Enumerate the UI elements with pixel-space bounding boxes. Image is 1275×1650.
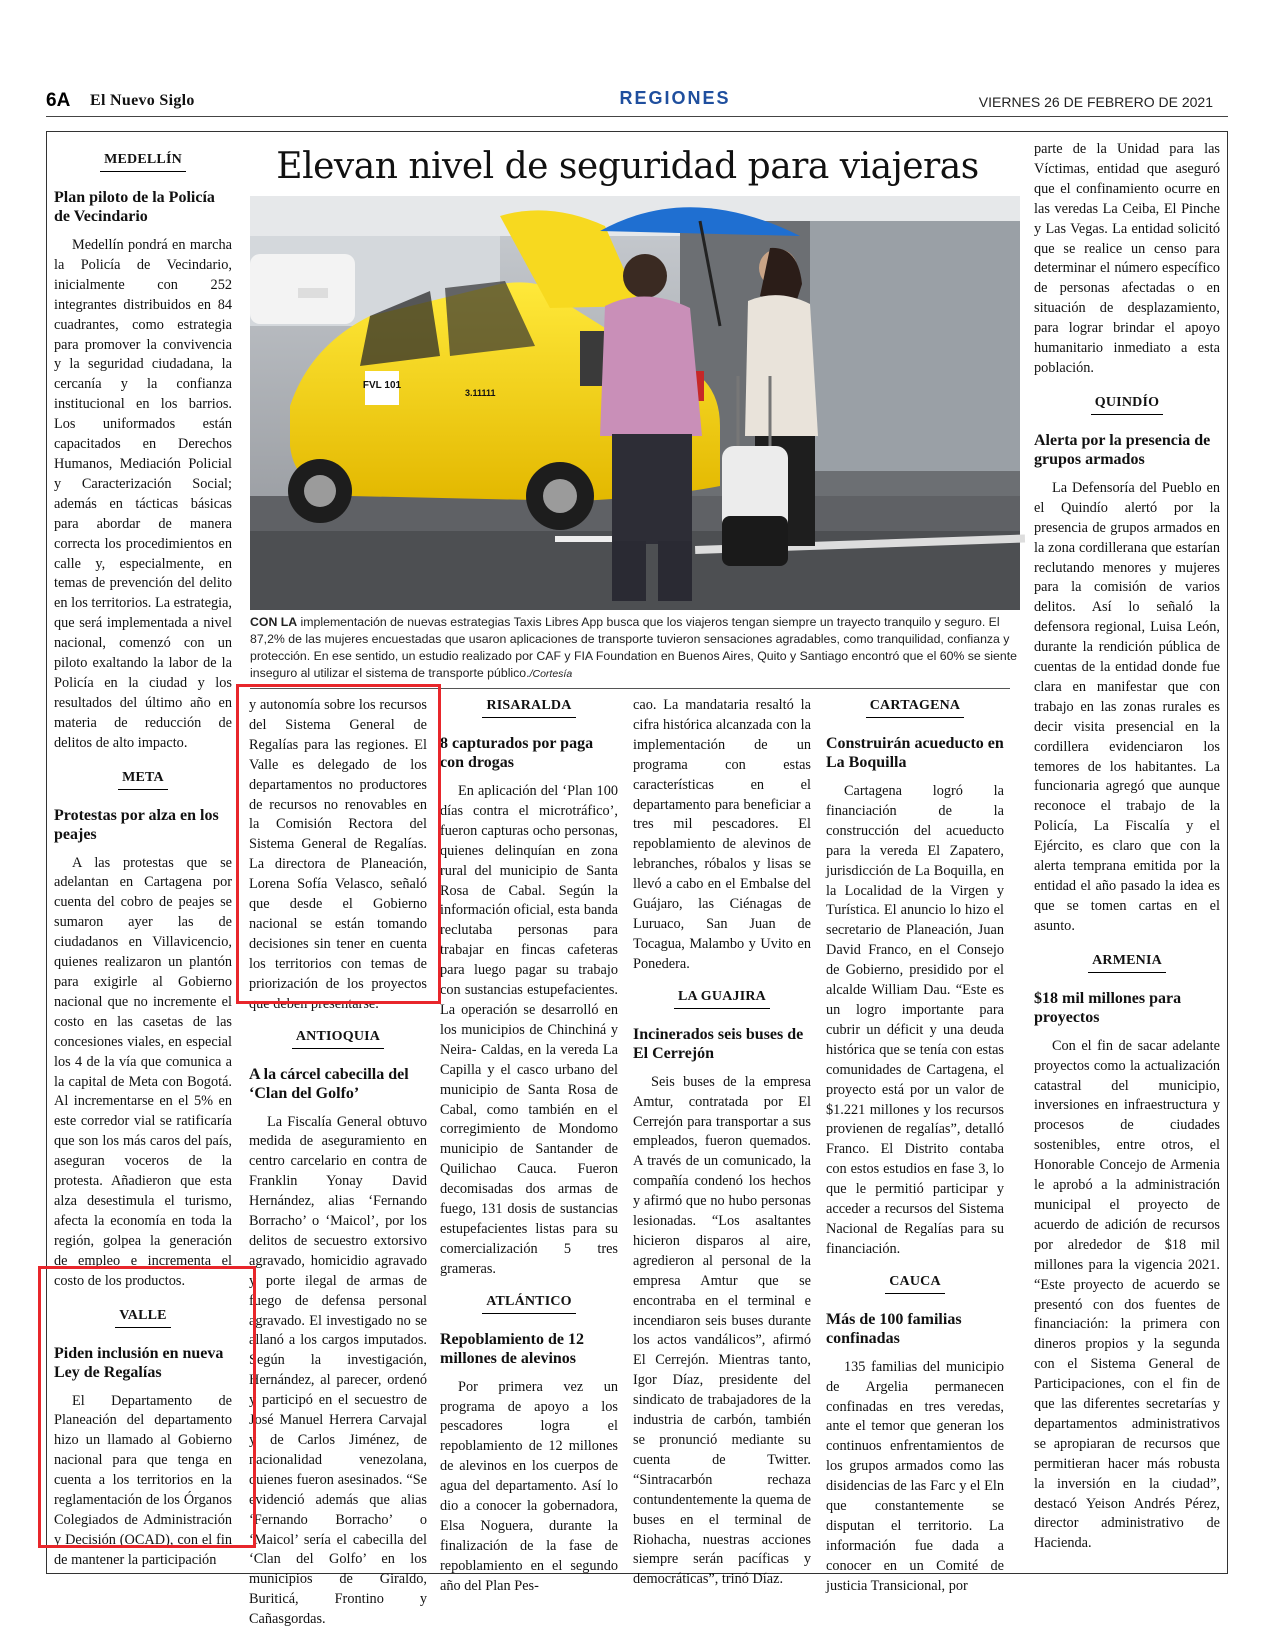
headline-cauca: Más de 100 familias confinadas [826,1310,962,1347]
headline-atlantico: Repoblamiento de 12 millones de alevinos [440,1330,584,1367]
section-label-antioquia: ANTIOQUIA [249,1027,427,1049]
caption-lead: CON LA [250,615,298,629]
headline-guajira: Incinerados seis buses de El Cerrejón [633,1025,804,1062]
headline-armenia: $18 mil millones para proyectos [1034,989,1182,1026]
article-body-cartagena: Cartagena logró la financiación de la construcción del acueducto para la vereda El Zapatero, jurisdicción de La Boquilla, en la Localidad de la Virgen y Turística. El anuncio lo hizo el secretario de Planeación, Juan David Franco, en el Consejo de Gobierno, presidido por el alcalde William Dau. “Este es un logro importante para cubrir un déficit y una deuda histórica que se tenía con estas comunidades de Cartagena, el proyecto está por un valor de $1.221 millones y los recursos provienen de regalías”, detalló Franco. El Distrito contaba con estos estudios en fase 3, lo que le permitió participar y acceder a recursos del Sistema Nacional de Regalías para su financiación. [826,783,1004,1257]
newspaper-name: El Nuevo Siglo [90,92,195,109]
main-headline: Elevan nivel de seguridad para viajeras [276,146,979,187]
headline-meta: Protestas por alza en los peajes [54,806,219,843]
section-label-atlantico: ATLÁNTICO [440,1292,618,1314]
headline-valle: Piden inclusión en nueva Ley de Regalías [54,1344,224,1381]
article-continuation-valle: y autonomía sobre los recursos del Sistema General de Regalías para las regiones. El Valle es delegado de los departamentos no productores de recursos no renovables en la Comisión Rectora del Sistema General de Regalías. La directora de Planeación, Lorena Sofía Velasco, señaló que desde el Gobierno nacional se están tomando decisiones sin tener en cuenta los territorios con temas de priorización de los proyectos que deben presentarse. [249,697,427,1012]
section-label-cartagena: CARTAGENA [826,696,1004,718]
airport-taxi-photo [250,196,1020,610]
annotation-box-valle-continuation [236,684,441,1004]
headline-antioquia: A la cárcel cabecilla del ‘Clan del Golfo’ [249,1065,409,1102]
article-body-quindio: La Defensoría del Pueblo en el Quindío alertó por la presencia de grupos armados en la zona cordillerana que estarían reclutando menores y mujeres para la comisión de varios delitos. Así lo señaló la defensora regional, Luisa León, durante la rendición pública de cuentas de la entidad donde fue clara en manifestar que con trabajo en las zonas rurales es decir visita presencial en la cordillera evidenciaron los temores de los habitantes. La funcionaria agregó que aunque reconoce el trabajo de la Policía, La Fiscalía y el Ejército, es claro que con la alerta temprana emitida por la entidad el año pasado la idea es que se tomen cartas en el asunto. [1034,479,1220,934]
taxi-number: 3.11111 [465,388,496,398]
article-body-atlantico: Por primera vez un programa de apoyo a los pescadores logra el repoblamiento de 12 millones de alevinos en los cuerpos de agua del departamento. Así lo dio a conocer la gobernadora, Elsa Noguera, durante la finalización de la fase de repoblamiento en el segundo año del Plan Pes- [440,1378,618,1594]
headline-risaralda: 8 capturados por paga con drogas [440,735,594,771]
section-title: REGIONES [619,88,731,108]
article-body-medellin: Medellín pondrá en marcha la Policía de Vecindario, inicialmente con 252 integrantes distribuidos en 84 cuadrantes, como estrategia para promover la convivencia y la seguridad ciudadana, la cercanía y la confianza institucional en los barrios. Los uniformados están capacitados en Derechos Humanos, Mediación Policial y Caracterización Social; además en tácticas básicas para abordar de manera correcta los procedimientos en calle y, especialmente, en temas de prevención del delito en los territorios. La estrategia, que será implementada a nivel nacional, comenzó con un piloto exaltando la labor de la Policía en la ciudad y los resultados del último año en materia de reducción de delitos de alto impacto. [54,237,232,751]
section-label-quindio: QUINDÍO [1034,393,1220,415]
photo-credit: /Cortesía [529,668,573,680]
section-label-medellin: MEDELLÍN [54,150,232,172]
column-6 [1034,140,1220,1570]
section-label-meta: META [54,768,232,790]
article-body-risaralda: En aplicación del ‘Plan 100 días contra el microtráfico’, fueron capturas ocho personas, quienes delinquían en zona rural del municipio de Santa Rosa de Cabal. Según la información oficial, esta banda reclutaba personas para trabajar en fincas cafeteras para luego pagar su trabajo con sustancias estupefacientes. La operación se desarrolló en los municipios de Chinchiná y Neira- Caldas, en la vereda La Capilla y el casco urbano del municipio de Santa Rosa de Cabal, como también en el corregimiento de Mondomo municipio de Santander de Quilichao Cauca. Fueron decomisadas dos armas de fuego, 131 dosis de sustancias estupefacientes listas para su comercialización 5 tres grameras. [440,783,618,1277]
caption-text: implementación de nuevas estrategias Taxis Libres App busca que los viajeros tengan siempre un trayecto tranquilo y seguro. El 87,2% de las mujeres encuestadas que usaron aplicaciones de transporte tuvieron sensaciones agradables, como tranquilidad, confianza y protección. En ese sentido, un estudio realizado por CAF y FIA Foundation en Buenos Aires, Quito y Santiago encontró que el 60% se siente inseguro al utilizar el sistema de transporte público. [250,615,1017,680]
section-label-guajira: LA GUAJIRA [633,987,811,1009]
column-3 [440,696,618,1594]
article-continuation-atlantico: cao. La mandataria resaltó la cifra histórica alcanzada con la implementación de un programa con estas características en el departamento para beneficiar a tres mil pescadores. El repoblamiento de alevinos de lebranches, róbalos y lisas se llevó a cabo en el Embalse del Guájaro, las Ciénagas de Luruaco, San Juan de Tocagua, Malambo y Uvito en Ponedera. [633,697,811,972]
section-label-cauca: CAUCA [826,1272,1004,1294]
article-body-armenia: Con el fin de sacar adelante proyectos como la actualización catastral del municipio, inversiones en infraestructura y procesos de ciudades sostenibles, entre otros, el Honorable Concejo de Armenia le aprobó a la administración municipal el proyecto de acuerdo de adición de recursos por alrededor de $18 mil millones para la vigencia 2021. “Este proyecto de acuerdo se presentó con dos fuentes de financiación: la primera con dineros propios y la segunda con el Sistema General de Participaciones, con el fin de que las diferentes secretarías y departamentos administrativos se apropiaran de recursos que permitieran hacer más robusta la inversión en la ciudad”, destacó Yeison Andrés Pérez, director administrativo de Hacienda. [1034,1037,1220,1552]
main-photo [250,196,1020,610]
page-number: 6A [46,90,71,111]
headline-medellin: Plan piloto de la Policía de Vecindario [54,189,215,225]
article-body-cauca: 135 familias del municipio de Argelia permanecen confinadas en tres veredas, ante el temor que generan los continuos enfrentamientos de los grupos armados como las disidencias de las Farc y el Eln que constantemente se disputan el territorio. La información fue dada a conocer en un Comité de justicia Transicional, por [826,1358,1004,1594]
column-4 [633,696,811,1588]
photo-caption [250,614,1020,683]
annotation-box-valle [38,1266,256,1548]
taxi-plate: FVL 101 [362,380,402,391]
article-body-antioquia: La Fiscalía General obtuvo medida de aseguramiento en centro carcelario en contra de Franklin Yonay David Hernández, alias ‘Fernando Borracho’ o ‘Maicol’, por los delitos de secuestro extorsivo agravado, homicidio agravado y porte ilegal de armas de fuego de defensa personal agravado. El investigado no se allanó a los cargos imputados. Según la investigación, Hernández, al parecer, ordenó y participó en el secuestro de José Manuel Herrera Carvajal y de Carlos Jiménez, de nacionalidad venezolana, quienes fueron asesinados. “Se evidenció además que alias ‘Fernando Borracho’ o ‘Maicol’ sería el cabecilla del ‘Clan del Golfo’ en los municipios de Giraldo, Buriticá, Frontino y Cañasgordas. [249,1113,427,1628]
article-continuation-cauca: parte de la Unidad para las Víctimas, entidad que aseguró que el confinamiento ocurre en las veredas La Ceiba, El Pinche y Las Vegas. La entidad solicitó que se realice un censo para determinar el número específico de personas afectadas o en situación de desplazamiento, para lograr brindar el apoyo humanitario inmediato a esta población. [1034,141,1220,376]
header-rule [46,116,1228,117]
headline-cartagena: Construirán acueducto en La Boquilla [826,735,1004,771]
article-body-meta: A las protestas que se adelantan en Cartagena por cuenta del cobro de peajes se sumaron ayer las de ciudadanos en Villavicencio, quienes realizaron un plantón para exigirle al Gobierno nacional que no incremente el costo en las casetas de las concesiones viales, en especial los 4 de la vía que comunica a la capital de Meta con Bogotá. Al incrementarse en el 5% en este corredor vial se ratificaría que son los más caros del país, aseguran voceros de la protesta. Añadieron que esta alza desestimula el turismo, afecta la economía en toda la región, golpea la generación de empleo e incrementa el costo de los productos. [54,854,232,1289]
issue-date: VIERNES 26 DE FEBRERO DE 2021 [978,94,1213,110]
column-5 [826,696,1004,1594]
headline-quindio: Alerta por la presencia de grupos armados [1034,431,1211,468]
section-label-valle: VALLE [54,1306,232,1328]
article-body-valle: El Departamento de Planeación del departamento hizo un llamado al Gobierno nacional para que tenga en cuenta a los territorios en la reglamentación de los Órganos Colegiados de Administración y Decisión (OCAD), con el fin de mantener la participación [54,1392,232,1568]
article-body-guajira: Seis buses de la empresa Amtur, contratada por El Cerrejón para transportar a sus empleados, fueron quemados. A través de un comunicado, la compañía condenó los hechos y afirmó que no hubo personas lesionadas. “Los asaltantes hicieron disparos al aire, agredieron al personal de la empresa Amtur que se encontraba en el terminal e incendiaron seis buses durante los actos vandálicos”, afirmó El Cerrejón. Mientras tanto, Igor Díaz, presidente del sindicato de trabajadores de la industria de carbón, también se pronunció mediante su cuenta de Twitter. “Sintracarbón rechaza contundentemente la quema de buses en el terminal de Riohacha, nuestras acciones siempre serán pacíficas y democráticas”, trinó Díaz. [633,1073,811,1588]
section-label-risaralda: RISARALDA [440,696,618,718]
section-label-armenia: ARMENIA [1034,951,1220,973]
